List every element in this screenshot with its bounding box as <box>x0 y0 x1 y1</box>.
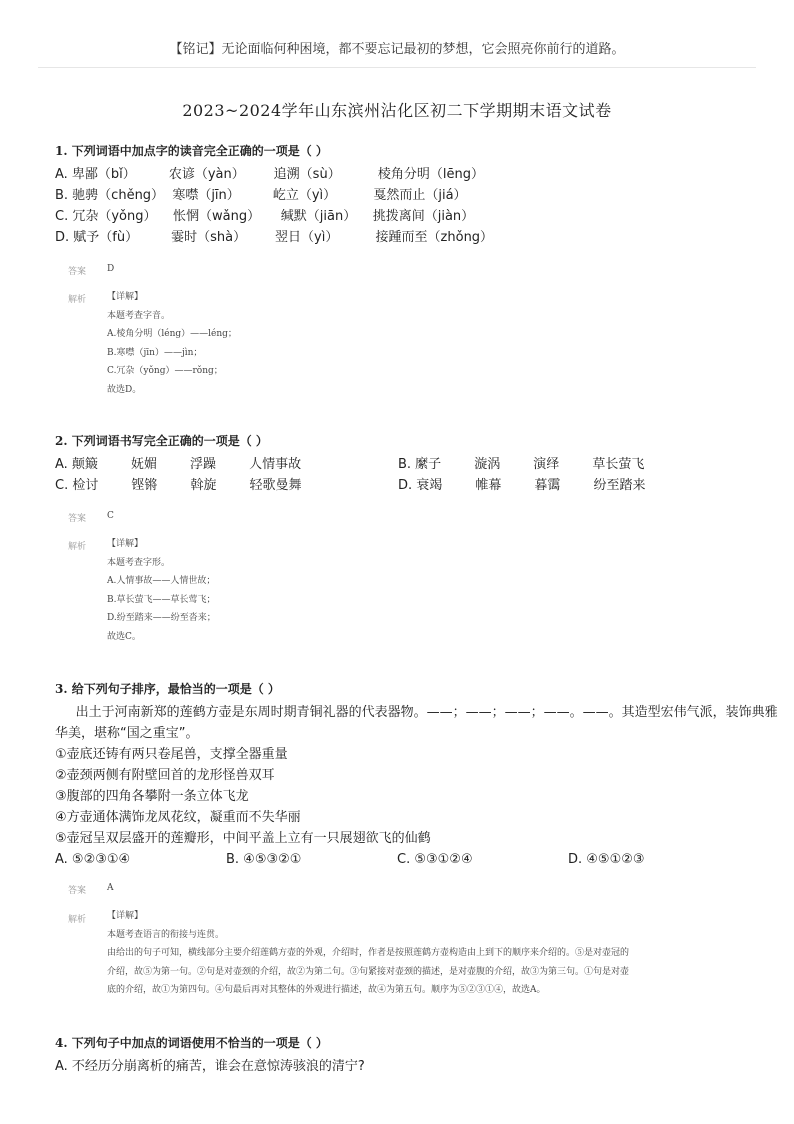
question-stem: 3. 给下列句子排序，最恰当的一项是（ ） <box>55 682 280 696</box>
explanation <box>107 535 722 646</box>
answer-label: 答案 <box>68 886 87 896</box>
explain-line: 本题考查字音。 <box>107 310 171 321</box>
option-c: C. 检讨 铿锵 斡旋 轻歌曼舞 <box>55 478 302 493</box>
options-list <box>55 164 755 248</box>
choice-c: C. ⑤③①②④ <box>397 852 473 867</box>
answer-value: C <box>107 511 114 521</box>
explain-line: A.棱角分明（léng）——léng； <box>107 329 237 339</box>
answer-label: 答案 <box>68 267 87 277</box>
question-stem: 1. 下列词语中加点字的读音完全正确的一项是（ ） <box>55 144 328 158</box>
option-a: A. 卑鄙（bǐ） 农谚（yàn） 追溯（sù） 棱角分明（lēng） <box>55 167 484 182</box>
option-c: C. 冗杂（yǒng） 怅惘（wǎng） 缄默（jiān） 挑拨离间（jiàn） <box>55 209 475 224</box>
explanation <box>107 907 722 1000</box>
answer-value: D <box>107 264 115 274</box>
page-title: 2023~2024学年山东滨州沾化区初二下学期期末语文试卷 <box>182 101 612 120</box>
explain-line: 【详解】 <box>107 539 144 549</box>
option-b: B. 縻子 漩涡 演绎 草长萤飞 <box>398 457 645 472</box>
sentence-1: ①壶底还铸有两只卷尾兽，支撑全器重量 <box>55 747 288 762</box>
explain-line: D.纷至踏来——纷至沓来； <box>107 613 216 623</box>
choice-a: A. ⑤②③①④ <box>55 852 131 867</box>
explain-line: 本题考查语言的衔接与连贯。 <box>107 929 225 940</box>
sentence-5: ⑤壶冠呈双层盛开的莲瓣形，中间平盖上立有一只展翅欲飞的仙鹤 <box>55 831 431 846</box>
choices <box>55 849 755 870</box>
option-d: D. 衰竭 帷幕 暮霭 纷至踏来 <box>398 478 646 493</box>
explain-line: 介绍，故⑤为第一句。②句是对壶颈的介绍，故②为第二句。③句紧接对壶颈的描述，是对壶腹的介绍，故③为第三句。①句是对壶 <box>107 966 630 977</box>
question-stem: 4. 下列句子中加点的词语使用不恰当的一项是（ ） <box>55 1036 328 1050</box>
passage-line: 华美，堪称“国之重宝”。 <box>55 726 199 741</box>
explain-label: 解析 <box>68 915 87 925</box>
option-a: A. 不经历分崩离析的痛苦，谁会在意惊涛骇浪的清宁? <box>55 1059 365 1074</box>
choice-d: D. ④⑤①②③ <box>568 852 645 867</box>
option-b: B. 驰骋（chěng） 寒噤（jīn） 屹立（yì） 戛然而止（jiá） <box>55 188 467 203</box>
header-divider <box>38 67 756 68</box>
explain-label: 解析 <box>68 542 87 552</box>
explanation <box>107 288 722 399</box>
explain-line: B.草长萤飞——草长莺飞； <box>107 594 216 605</box>
explain-line: 由给出的句子可知，横线部分主要介绍莲鹤方壶的外观，介绍时，作者是按照莲鹤方壶构造由上到下的顺序来介绍的。⑤是对壶冠的 <box>107 948 630 958</box>
explain-line: 故选D。 <box>107 384 142 395</box>
explain-line: 底的介绍，故①为第四句。④句最后再对其整体的外观进行描述，故④为第五句。顺序为⑤②③①④，故选A。 <box>107 985 546 995</box>
explain-line: 故选C。 <box>107 631 141 642</box>
explain-line: 【详解】 <box>107 911 144 921</box>
sentence-4: ④方壶通体满饰龙凤花纹，凝重而不失华丽 <box>55 810 301 825</box>
explain-label: 解析 <box>68 295 87 305</box>
question-2 <box>55 432 755 496</box>
answer-label: 答案 <box>68 514 87 524</box>
question-3 <box>55 680 778 870</box>
explain-line: 【详解】 <box>107 292 144 302</box>
explain-line: B.寒噤（jīn）——jìn； <box>107 347 203 358</box>
explain-line: C.冗杂（yǒng）——rǒng； <box>107 366 223 376</box>
explain-line: A.人情事故——人情世故； <box>107 576 216 586</box>
option-d: D. 赋予（fù） 霎时（shà） 翌日（yì） 接踵而至（zhǒng） <box>55 230 494 245</box>
passage <box>55 702 778 849</box>
option-a: A. 颠簸 妩媚 浮躁 人情事故 <box>55 457 302 472</box>
question-stem: 2. 下列词语书写完全正确的一项是（ ） <box>55 434 268 448</box>
question-4 <box>55 1034 755 1077</box>
sentence-2: ②壶颈两侧有附壁回首的龙形怪兽双耳 <box>55 768 275 783</box>
question-1 <box>55 142 755 248</box>
answer-value: A <box>107 883 114 893</box>
options-list <box>55 1056 755 1077</box>
passage-line: 出土于河南新郑的莲鹤方壶是东周时期青铜礼器的代表器物。——；——；——；——。——。其造型宏伟气派，装饰典雅 <box>55 705 778 720</box>
explain-line: 本题考查字形。 <box>107 557 171 568</box>
sentence-3: ③腹部的四角各攀附一条立体飞龙 <box>55 789 249 804</box>
motto-banner: 【铭记】无论面临何种困境，都不要忘记最初的梦想，它会照亮你前行的道路。 <box>169 42 625 57</box>
choice-b: B. ④⑤③②① <box>226 852 302 867</box>
options-grid <box>55 454 755 496</box>
